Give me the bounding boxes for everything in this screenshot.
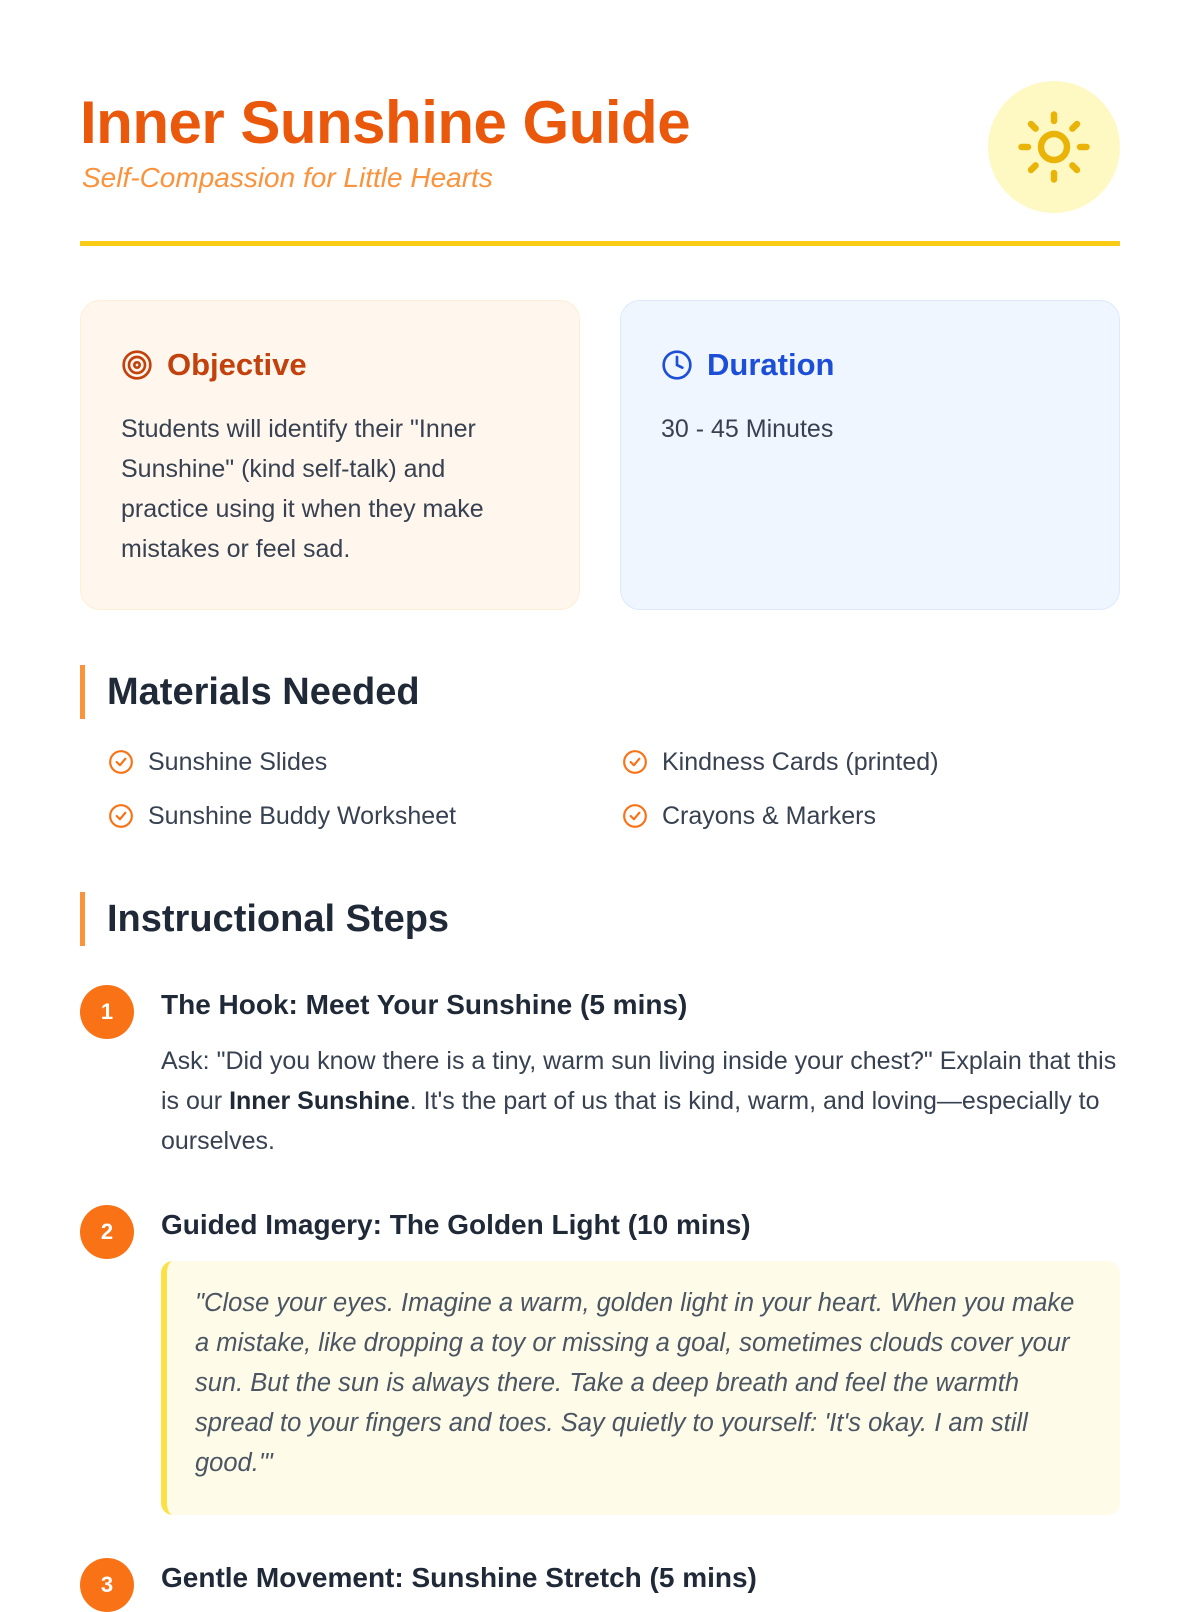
material-label: Sunshine Slides <box>148 747 328 776</box>
step-number-badge: 1 <box>80 985 134 1039</box>
check-circle-icon <box>108 803 134 829</box>
material-item <box>108 745 622 779</box>
lesson-page <box>80 0 1120 1597</box>
sun-badge <box>988 81 1120 213</box>
materials-list <box>108 745 1108 833</box>
step-title: The Hook: Meet Your Sunshine (5 mins) <box>161 989 688 1020</box>
page-subtitle: Self-Compassion for Little Hearts <box>82 162 493 193</box>
material-label: Crayons & Markers <box>662 801 876 830</box>
step-title: Guided Imagery: The Golden Light (10 mins) <box>161 1209 751 1240</box>
objective-card <box>80 300 580 610</box>
target-icon <box>121 349 153 381</box>
page-title: Inner Sunshine Guide <box>80 89 691 156</box>
material-label: Sunshine Buddy Worksheet <box>148 801 457 830</box>
page-header <box>80 0 1120 246</box>
material-item <box>622 799 1102 833</box>
step-text: Ask: "Did you know there is a tiny, warm sun living inside your chest?" Explain that this is our <box>161 1047 1117 1115</box>
sun-icon <box>1015 108 1093 186</box>
objective-text: Students will identify their "Inner Sunshine" (kind self-talk) and practice using it when they make mistakes or feel sad. <box>121 415 484 563</box>
guided-imagery-quote: "Close your eyes. Imagine a warm, golden light in your heart. When you make a mistake, like dropping a toy or missing a goal, sometimes clouds cover your sun. But the sun is always there. Take a deep breath and feel the warmth spread to your fingers and toes. Say quietly to yourself: 'It's okay. I am still good.'" <box>161 1261 1120 1515</box>
duration-card <box>620 300 1120 610</box>
step-text: . It's the part of us that is kind, warm, and loving—especially to ourselves. <box>161 1087 1100 1155</box>
material-item <box>108 799 622 833</box>
duration-text: 30 - 45 Minutes <box>661 415 834 443</box>
objective-heading-row <box>121 345 539 385</box>
material-item <box>622 745 1102 779</box>
check-circle-icon <box>622 749 648 775</box>
duration-heading: Duration <box>707 347 835 382</box>
steps-heading: Instructional Steps <box>80 892 449 946</box>
step-title: Gentle Movement: Sunshine Stretch (5 mins) <box>161 1562 757 1593</box>
material-label: Kindness Cards (printed) <box>662 747 939 776</box>
step-emphasis: Inner Sunshine <box>229 1087 410 1115</box>
materials-heading: Materials Needed <box>80 665 420 719</box>
objective-heading: Objective <box>167 347 307 382</box>
check-circle-icon <box>622 803 648 829</box>
clock-icon <box>661 349 693 381</box>
duration-heading-row <box>661 345 1079 385</box>
step-number-badge: 3 <box>80 1558 134 1612</box>
check-circle-icon <box>108 749 134 775</box>
step-number-badge: 2 <box>80 1205 134 1259</box>
step-description <box>161 1041 1120 1161</box>
